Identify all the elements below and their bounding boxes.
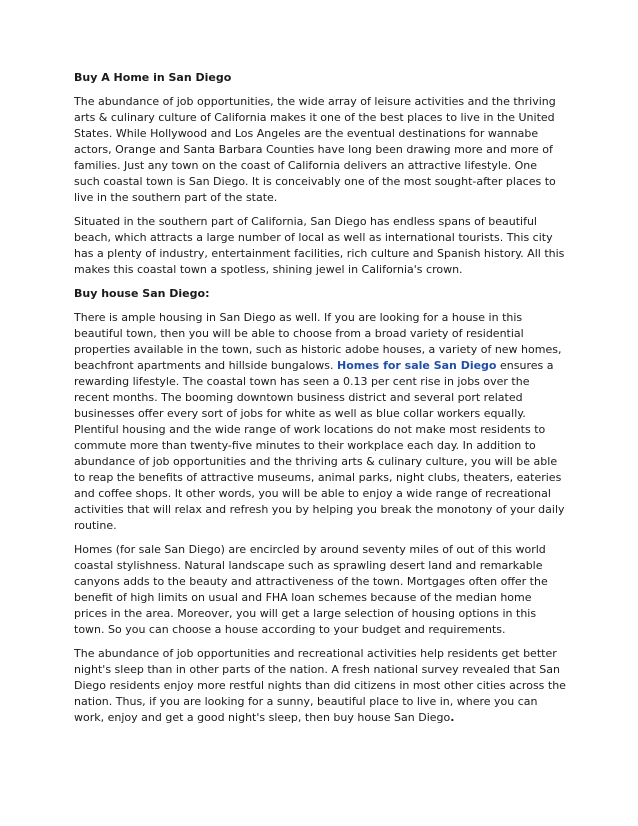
paragraph-housing-text-start: There is ample housing in San Diego as well. If you are looking for a house in this beautiful town, then you will be able to choose from a broad variety of residential properties available in the town, such as historic adobe houses, a variety of new homes, beachfront apartments and hillside bungalows. bbox=[74, 311, 562, 372]
paragraph-location: Situated in the southern part of California, San Diego has endless spans of beautiful beach, which attracts a large number of local as well as international tourists. This city has a plenty of industry, entertainment facilities, rich culture and Spanish history. All this makes this coastal town a spotless, shining jewel in California's crown. bbox=[74, 215, 565, 276]
homes-for-sale-link[interactable]: Homes for sale San Diego bbox=[337, 359, 497, 372]
paragraph-homes: Homes (for sale San Diego) are encircled by around seventy miles of out of this world coastal stylishness. Natural landscape such as sprawling desert land and remarkable canyons adds to the beauty and attractiveness of the town. Mortgages often offer the benefit of high limits on usual and FHA loan schemes because of the median home prices in the area. Moreover, you will get a large selection of housing options in this town. So you can choose a house according to your budget and requirements. bbox=[74, 543, 548, 636]
paragraph-housing bbox=[74, 310, 566, 534]
paragraph-conclusion-period: . bbox=[450, 711, 455, 724]
paragraph-intro: The abundance of job opportunities, the wide array of leisure activities and the thriving arts & culinary culture of California makes it one of the best places to live in the United States. While Hollywood and Los Angeles are the eventual destinations for wannabe actors, Orange and Santa Barbara Counties have long been drawing more and more of families. Just any town on the coast of California delivers an attractive lifestyle. One such coastal town is San Diego. It is conceivably one of the most sought-after places to live in the southern part of the state. bbox=[74, 95, 556, 204]
paragraph-conclusion bbox=[74, 646, 566, 726]
paragraph-conclusion-text: The abundance of job opportunities and recreational activities help residents get better night's sleep than in other parts of the nation. A fresh national survey revealed that San Diego residents enjoy more restful nights than did citizens in most other cities across the nation. Thus, if you are looking for a sunny, beautiful place to live in, where you can work, enjoy and get a good night's sleep, then buy house San Diego bbox=[74, 647, 566, 724]
document-title: Buy A Home in San Diego bbox=[74, 71, 232, 84]
section-subheading: Buy house San Diego: bbox=[74, 287, 210, 300]
document-page bbox=[74, 70, 566, 734]
paragraph-housing-text-end: ensures a rewarding lifestyle. The coastal town has seen a 0.13 per cent rise in jobs over the recent months. The booming downtown business district and several port related businesses offer every sort of jobs for white as well as blue collar workers equally. Plentiful housing and the wide range of work locations do not make most residents to commute more than twenty-five minutes to their workplace each day. In addition to abundance of job opportunities and the thriving arts & culinary culture, you will be able to reap the benefits of attractive museums, animal parks, night clubs, theaters, eateries and coffee shops. It other words, you will be able to enjoy a wide range of recreational activities that will relax and refresh you by helping you break the monotony of your daily routine. bbox=[74, 359, 565, 532]
